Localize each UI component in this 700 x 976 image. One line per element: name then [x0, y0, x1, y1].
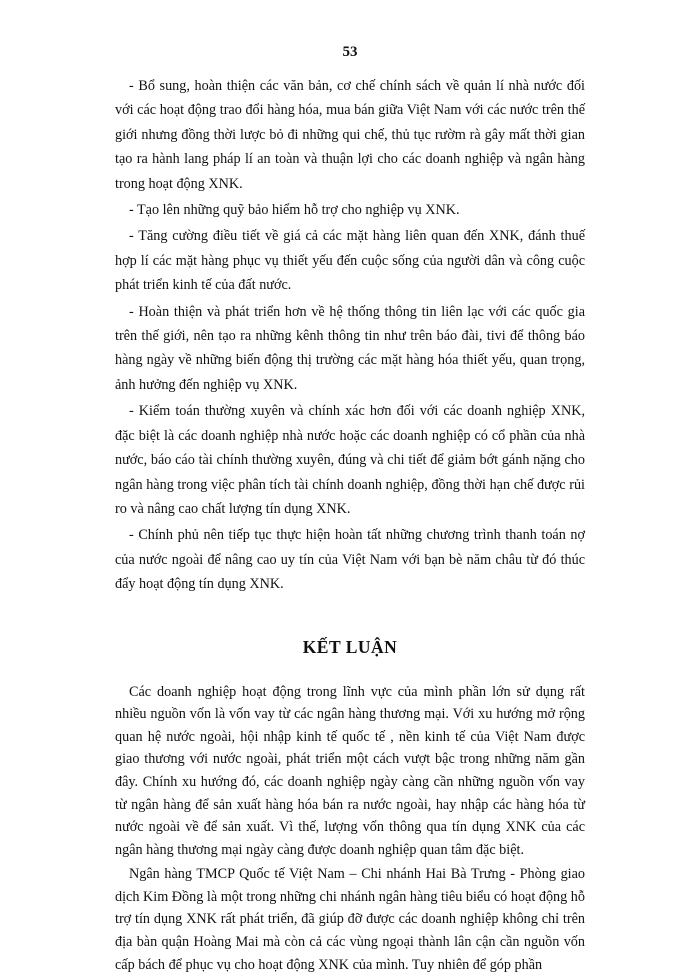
recommendation-paragraph: - Tăng cường điều tiết về giá cả các mặt hàng liên quan đến XNK, đánh thuế hợp lí các mặt hàng phục vụ thiết yếu đến cuộc sống của người dân và công cuộc phát triển kinh tế của đất nước.: [115, 228, 585, 294]
recommendation-paragraph: - Kiểm toán thường xuyên và chính xác hơn đối với các doanh nghiệp XNK, đặc biệt là các doanh nghiệp nhà nước hoặc các doanh nghiệp có cổ phần của nhà nước, báo cáo tài chính thường xuyên, đúng và chi tiết để giảm bớt gánh nặng cho ngân hàng trong việc phân tích tài chính doanh nghiệp, đồng thời hạn chế được rủi ro và nâng cao chất lượng tín dụng XNK.: [115, 403, 585, 517]
conclusion-paragraph: Ngân hàng TMCP Quốc tế Việt Nam – Chi nhánh Hai Bà Trưng - Phòng giao dịch Kim Đồng là một trong những chi nhánh ngân hàng tiêu biểu có hoạt động hỗ trợ tín dụng XNK rất phát triển, đã giúp đỡ được các doanh nghiệp không chỉ trên địa bàn quận Hoàng Mai mà còn cả các vùng ngoại thành lân cận cần nguồn vốn cấp bách để phục vụ cho hoạt động XNK của mình. Tuy nhiên để góp phần: [115, 866, 585, 973]
recommendation-paragraph: - Hoàn thiện và phát triển hơn về hệ thống thông tin liên lạc với các quốc gia trên thế giới, nên tạo ra những kênh thông tin như trên báo đài, tivi để thông báo hàng ngày về những biến động thị trường các mặt hàng hóa thiết yếu, quan trọng, ảnh hưởng đến nghiệp vụ XNK.: [115, 303, 585, 393]
recommendation-list: [115, 74, 585, 597]
conclusion-paragraph: Các doanh nghiệp hoạt động trong lĩnh vực của mình phần lớn sử dụng rất nhiều nguồn vốn là vốn vay từ các ngân hàng thương mại. Với xu hướng mở rộng quan hệ nước ngoài, hội nhập kinh tế quốc tế , nền kinh tế của Việt Nam được giao thương với nước ngoài, phát triển một cách vượt bậc trong những năm gần đây. Chính xu hướng đó, các doanh nghiệp ngày càng cần những nguồn vốn vay từ ngân hàng để sản xuất hàng hóa bán ra nước ngoài, hay nhập các hàng hóa từ nước ngoài về để sản xuất. Vì thế, lượng vốn thông qua tín dụng XNK của các ngân hàng thương mại ngày càng được doanh nghiệp quan tâm đặc biệt.: [115, 683, 585, 858]
recommendation-paragraph: - Tạo lên những quỹ bảo hiểm hỗ trợ cho nghiệp vụ XNK.: [129, 202, 460, 219]
recommendation-paragraph: - Chính phủ nên tiếp tục thực hiện hoàn tất những chương trình thanh toán nợ của nước ngoài để nâng cao uy tín của Việt Nam với bạn bè năm châu từ đó thúc đẩy hoạt động tín dụng XNK.: [115, 527, 585, 593]
page-content: [115, 74, 585, 976]
recommendation-paragraph: - Bổ sung, hoàn thiện các văn bản, cơ chế chính sách về quản lí nhà nước đối với các hoạt động trao đổi hàng hóa, mua bán giữa Việt Nam với các nước trên thế giới nhưng đồng thời lược bỏ đi những qui chế, thủ tục rườm rà gây mất thời gian tạo ra hành lang pháp lí an toàn và thuận lợi cho các doanh nghiệp và ngân hàng trong hoạt động XNK.: [115, 78, 585, 192]
conclusion-heading: KẾT LUẬN: [302, 636, 398, 657]
page-number: 53: [342, 44, 358, 60]
conclusion-section: [115, 681, 585, 976]
